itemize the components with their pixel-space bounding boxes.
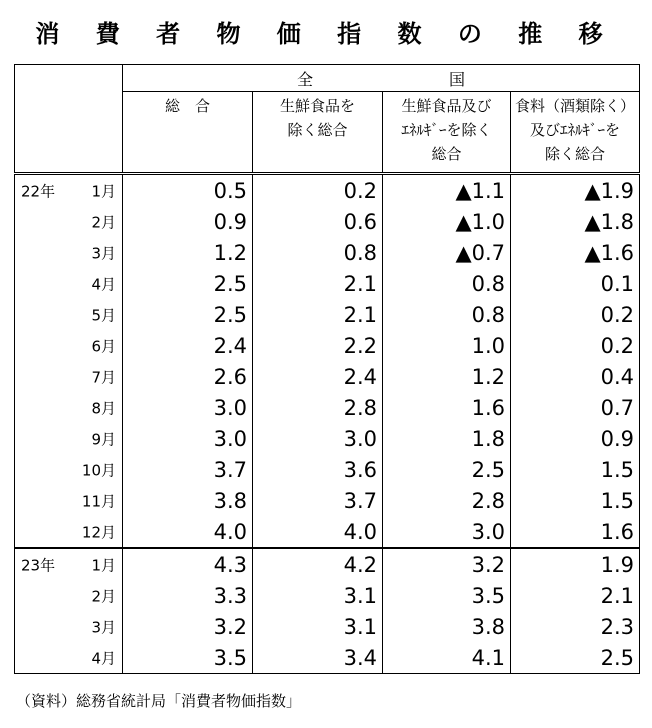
value-cell: 2.5	[123, 268, 253, 299]
source-note: （資料）総務省統計局「消費者物価指数」	[16, 692, 302, 710]
value-cell: 1.0	[383, 330, 511, 361]
row-label	[15, 361, 123, 392]
value-cell: 0.2	[253, 174, 383, 207]
value-cell: 3.8	[123, 485, 253, 516]
row-label	[15, 206, 123, 237]
value-cell: 3.0	[253, 423, 383, 454]
value-cell: 3.1	[253, 611, 383, 642]
page-title: 消 費 者 物 価 指 数 の 推 移	[35, 20, 617, 48]
table-row	[15, 268, 640, 299]
value-cell: 3.2	[123, 611, 253, 642]
value-cell: 1.5	[511, 454, 640, 485]
row-month: 3月	[91, 244, 116, 262]
table-row	[15, 361, 640, 392]
value-cell: 2.4	[253, 361, 383, 392]
table-row	[15, 330, 640, 361]
row-month: 2月	[91, 213, 116, 231]
row-month: 7月	[91, 368, 116, 386]
value-cell: ▲1.9	[511, 174, 640, 207]
value-cell: 3.5	[383, 580, 511, 611]
value-cell: 1.8	[383, 423, 511, 454]
value-cell: 3.0	[383, 516, 511, 548]
value-cell: 0.8	[253, 237, 383, 268]
value-cell: 2.6	[123, 361, 253, 392]
row-label	[15, 485, 123, 516]
value-cell: 3.0	[123, 392, 253, 423]
value-cell: 0.5	[123, 174, 253, 207]
table-row	[15, 392, 640, 423]
value-cell: 1.6	[383, 392, 511, 423]
column-header	[383, 92, 511, 174]
table-row	[15, 548, 640, 580]
row-label	[15, 237, 123, 268]
row-month: 12月	[81, 523, 116, 541]
corner-cell	[15, 65, 123, 174]
value-cell: ▲1.8	[511, 206, 640, 237]
row-month: 4月	[91, 649, 116, 667]
value-cell: 1.2	[123, 237, 253, 268]
value-cell: ▲1.1	[383, 174, 511, 207]
value-cell: 0.1	[511, 268, 640, 299]
value-cell: 0.7	[511, 392, 640, 423]
value-cell: 0.9	[511, 423, 640, 454]
value-cell: 2.2	[253, 330, 383, 361]
row-month: 3月	[91, 618, 116, 636]
value-cell: 3.2	[383, 548, 511, 580]
row-month: 4月	[91, 275, 116, 293]
value-cell: 2.5	[123, 299, 253, 330]
value-cell: 0.2	[511, 330, 640, 361]
value-cell: 3.1	[253, 580, 383, 611]
row-label	[15, 548, 123, 580]
row-label	[15, 454, 123, 485]
value-cell: 0.2	[511, 299, 640, 330]
value-cell: 3.0	[123, 423, 253, 454]
value-cell: ▲1.6	[511, 237, 640, 268]
value-cell: 0.9	[123, 206, 253, 237]
column-header	[253, 92, 383, 174]
table-row	[15, 237, 640, 268]
row-month: 1月	[91, 182, 116, 200]
value-cell: 2.5	[383, 454, 511, 485]
row-month: 5月	[91, 306, 116, 324]
value-cell: 3.5	[123, 642, 253, 674]
column-header-line: 生鮮食品及び	[401, 97, 492, 115]
value-cell: 2.1	[253, 268, 383, 299]
column-header-line: 総合	[431, 145, 462, 163]
column-header	[123, 92, 253, 174]
column-header-line: ｴﾈﾙｷﾞｰを除く	[401, 121, 492, 139]
value-cell: 0.4	[511, 361, 640, 392]
column-header-line: 及びｴﾈﾙｷﾞｰを	[529, 121, 620, 139]
value-cell: 3.3	[123, 580, 253, 611]
row-month: 2月	[91, 587, 116, 605]
value-cell: 1.5	[511, 485, 640, 516]
header-group-national: 全 国	[123, 65, 640, 92]
value-cell: 1.9	[511, 548, 640, 580]
table-row	[15, 580, 640, 611]
value-cell: 4.0	[253, 516, 383, 548]
row-label	[15, 268, 123, 299]
row-month: 1月	[91, 556, 116, 574]
value-cell: 3.6	[253, 454, 383, 485]
row-label	[15, 174, 123, 207]
value-cell: 1.2	[383, 361, 511, 392]
column-header-line: 除く総合	[544, 145, 605, 163]
row-label	[15, 330, 123, 361]
value-cell: 4.2	[253, 548, 383, 580]
value-cell: 3.8	[383, 611, 511, 642]
row-label	[15, 299, 123, 330]
table-row	[15, 206, 640, 237]
row-month: 9月	[91, 430, 116, 448]
cpi-table	[14, 64, 640, 674]
table-row	[15, 454, 640, 485]
value-cell: 4.1	[383, 642, 511, 674]
column-header-line: 生鮮食品を	[279, 97, 355, 115]
value-cell: 2.1	[253, 299, 383, 330]
value-cell: 2.5	[511, 642, 640, 674]
value-cell: 4.0	[123, 516, 253, 548]
row-label	[15, 516, 123, 548]
row-label	[15, 423, 123, 454]
value-cell: 4.3	[123, 548, 253, 580]
row-label	[15, 580, 123, 611]
row-month: 8月	[91, 399, 116, 417]
value-cell: 3.4	[253, 642, 383, 674]
value-cell: 0.6	[253, 206, 383, 237]
table-row	[15, 423, 640, 454]
value-cell: 2.1	[511, 580, 640, 611]
value-cell: 2.3	[511, 611, 640, 642]
table-row	[15, 485, 640, 516]
column-header-line: 除く総合	[287, 121, 348, 139]
value-cell: 2.4	[123, 330, 253, 361]
value-cell: 0.8	[383, 299, 511, 330]
row-label	[15, 611, 123, 642]
row-year: 22年	[21, 182, 56, 200]
value-cell: ▲1.0	[383, 206, 511, 237]
column-header-line: 食料（酒類除く）	[514, 97, 635, 115]
table-row	[15, 174, 640, 207]
row-month: 6月	[91, 337, 116, 355]
value-cell: 3.7	[123, 454, 253, 485]
table-row	[15, 642, 640, 674]
value-cell: ▲0.7	[383, 237, 511, 268]
row-month: 11月	[81, 492, 116, 510]
value-cell: 3.7	[253, 485, 383, 516]
value-cell: 2.8	[253, 392, 383, 423]
column-header	[511, 92, 640, 174]
value-cell: 1.6	[511, 516, 640, 548]
row-month: 10月	[81, 461, 116, 479]
table-row	[15, 299, 640, 330]
column-header-line: 総 合	[164, 97, 210, 115]
value-cell: 0.8	[383, 268, 511, 299]
table-row	[15, 611, 640, 642]
row-year: 23年	[21, 556, 56, 574]
row-label	[15, 392, 123, 423]
table-row	[15, 516, 640, 548]
row-label	[15, 642, 123, 674]
value-cell: 2.8	[383, 485, 511, 516]
